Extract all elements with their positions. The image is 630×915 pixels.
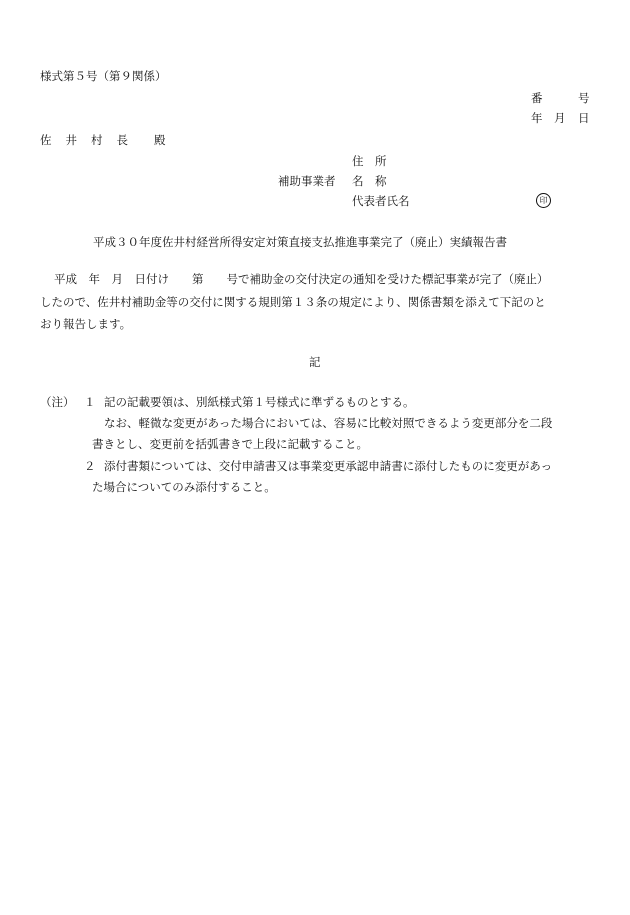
document-title: 平成３０年度佐井村経営所得安定対策直接支払推進事業完了（廃止）実績報告書	[93, 235, 507, 249]
applicant-group-label: 補助事業者	[278, 174, 336, 188]
addressee	[40, 133, 168, 147]
date-year-label: 年	[531, 111, 543, 125]
date-day-label: 日	[578, 111, 590, 125]
body-line: したので、佐井村補助金等の交付に関する規則第１３条の規定により、関係書類を添えて下記のと	[40, 295, 546, 309]
addressee-honorific: 殿	[154, 133, 168, 147]
note-line: た場合についてのみ添付すること。	[92, 480, 276, 494]
note-line: 添付書類については、交付申請書又は事業変更承認申請書に添付したものに変更があっ	[104, 459, 553, 473]
address-label: 住 所	[352, 154, 387, 168]
note-number: １	[84, 395, 96, 409]
addressee-char: 村	[91, 133, 105, 147]
reference-number-suffix: 号	[578, 91, 590, 105]
reference-number-label: 番	[531, 91, 543, 105]
addressee-char: 佐	[40, 133, 54, 147]
note-line: 書きとし、変更前を括弧書きで上段に記載すること。	[92, 437, 368, 451]
seal-mark: 印	[536, 193, 551, 208]
addressee-char: 井	[65, 133, 79, 147]
note-number: ２	[84, 459, 96, 473]
ki-heading: 記	[309, 355, 321, 369]
date-month-label: 月	[554, 111, 566, 125]
addressee-char: 長	[116, 133, 130, 147]
applicant-name-label: 名 称	[352, 174, 387, 188]
form-number: 様式第５号（第９関係）	[40, 69, 167, 83]
note-line: 記の記載要領は、別紙様式第１号様式に準ずるものとする。	[104, 395, 415, 409]
body-line: 平成 年 月 日付け 第 号で補助金の交付決定の通知を受けた標記事業が完了（廃止）	[54, 272, 549, 286]
note-label: （注）	[40, 395, 75, 409]
note-line: なお、軽微な変更があった場合においては、容易に比較対照できるよう変更部分を二段	[104, 416, 553, 430]
representative-label: 代表者氏名	[352, 194, 410, 208]
body-line: おり報告します。	[40, 317, 132, 331]
